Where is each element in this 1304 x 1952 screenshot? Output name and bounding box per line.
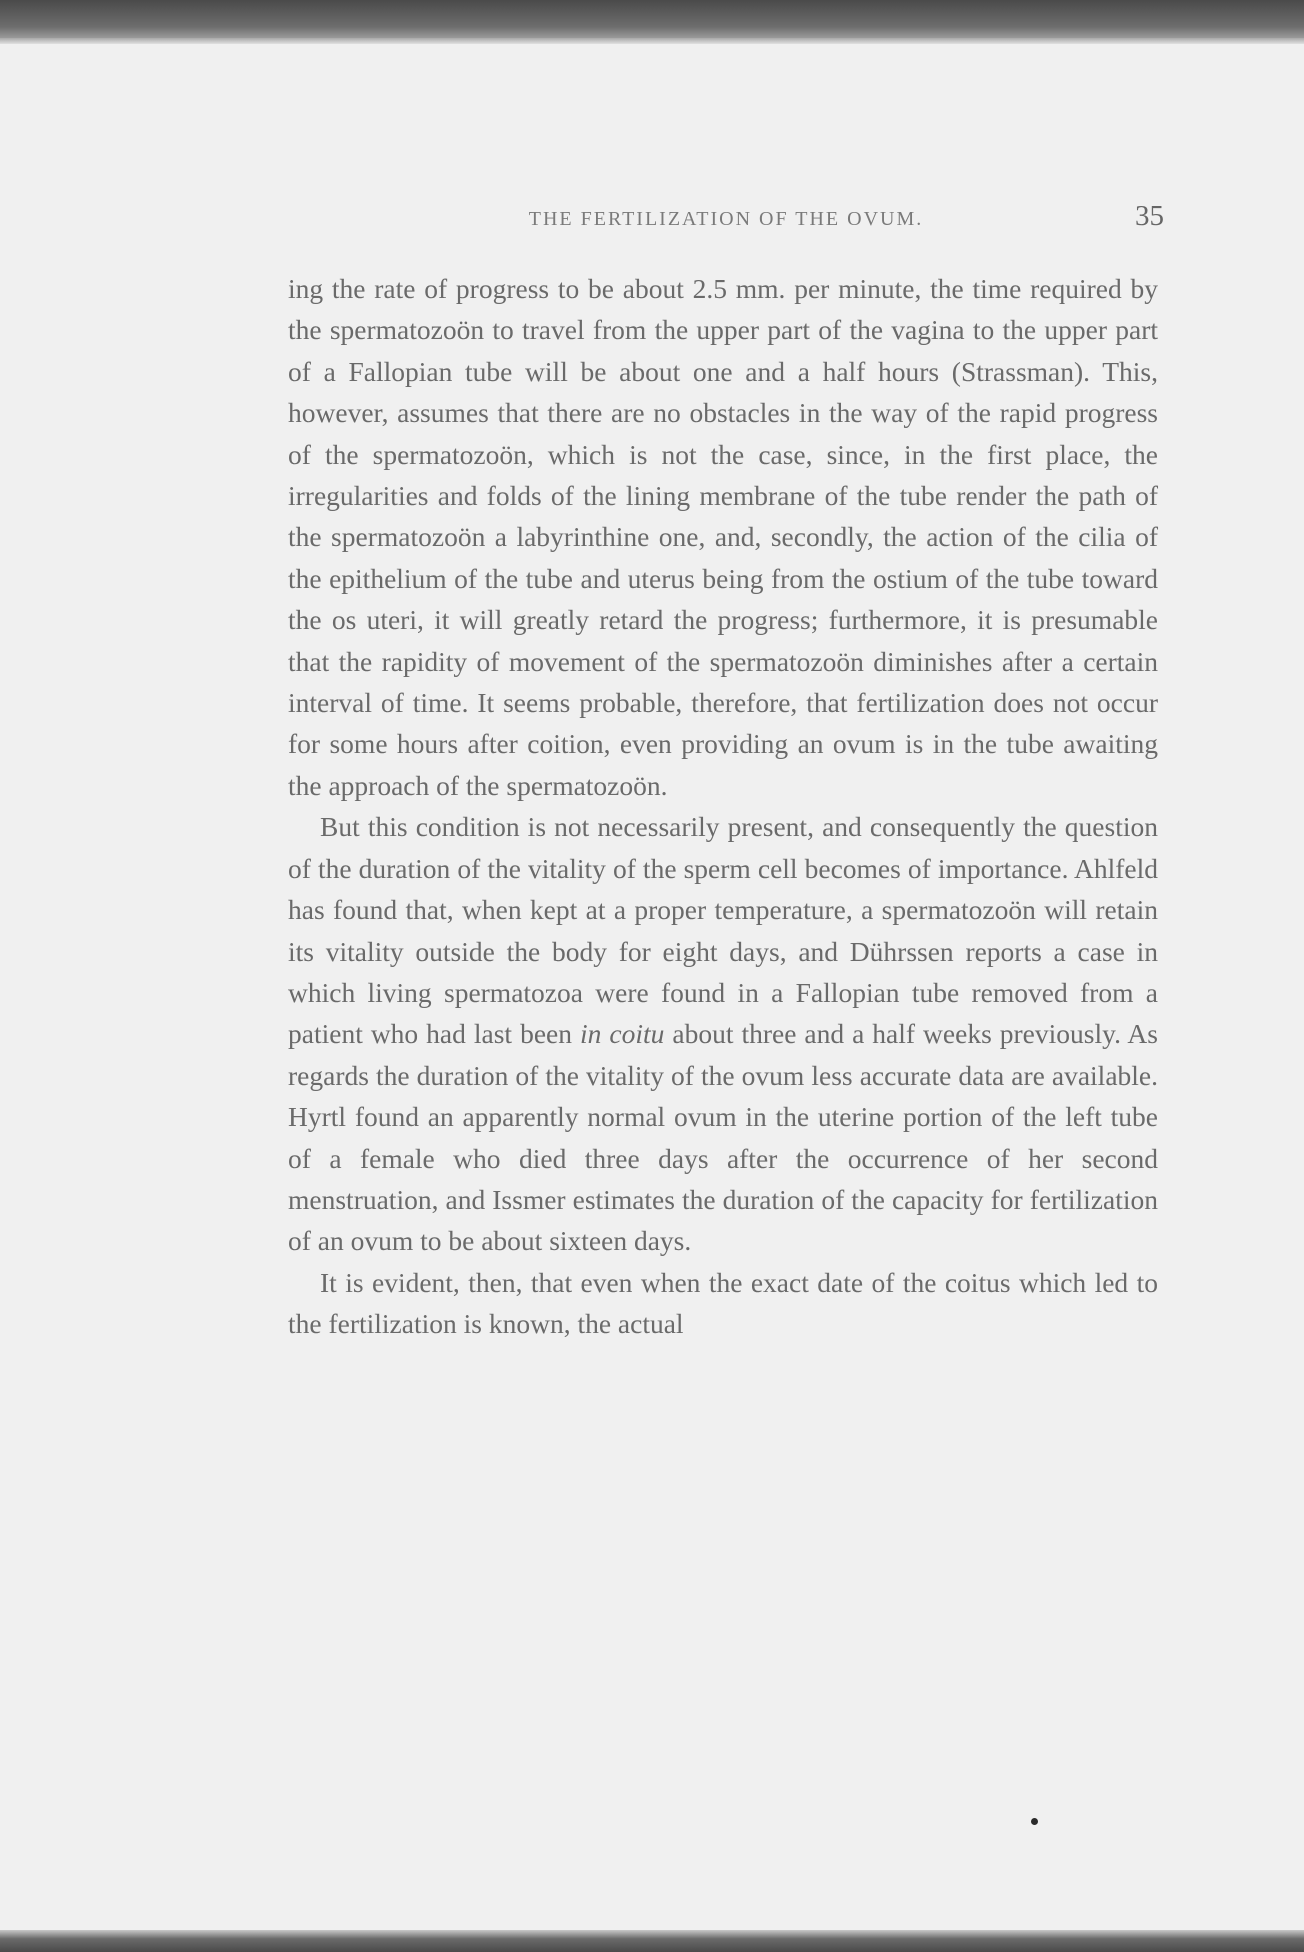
- running-head: [288, 200, 1164, 240]
- running-title: THE FERTILIZATION OF THE OVUM.: [528, 208, 924, 230]
- body-text: [288, 268, 1158, 1345]
- scan-bottom-border: [0, 1930, 1304, 1952]
- paragraph-2-text-end: about three and a half weeks previously. As regards the duration of the vitality of the ovum less accurate data are available. Hyrtl found an apparently normal ovum in the uterine portion of the left tube of a female who died three days after the occurrence of her second menstruation, and Issmer estimates the duration of the capacity for fertilization of an ovum to be about sixteen days.: [288, 1018, 1158, 1257]
- paragraph-3: It is evident, then, that even when the exact date of the coitus which led to the fertilization is known, the actual: [288, 1266, 1158, 1340]
- ink-speck: [1031, 1818, 1038, 1825]
- paragraph-2: [288, 806, 1158, 1261]
- page-number: 35: [1135, 200, 1164, 232]
- paragraph-2-text-start: But this condition is not necessarily present, and consequently the question of the duration of the vitality of the sperm cell becomes of importance. Ahlfeld has found that, when kept at a proper temperature, a spermatozoön will retain its vitality outside the body for eight days, and Dührssen reports a case in which living spermatozoa were found in a Fallopian tube removed from a patient who had last been: [288, 811, 1158, 1050]
- scan-top-border: [0, 0, 1304, 38]
- latin-phrase: in coitu: [579, 1018, 665, 1050]
- paragraph-1: ing the rate of progress to be about 2.5 mm. per minute, the time required by the spermatozoön to travel from the upper part of the vagina to the upper part of a Fallopian tube will be about one and a half hours (Strassman). This, however, assumes that there are no obstacles in the way of the rapid progress of the spermatozoön, which is not the case, since, in the first place, the irregularities and folds of the lining membrane of the tube render the path of the spermatozoön a labyrinthine one, and, secondly, the action of the cilia of the epithelium of the tube and uterus being from the ostium of the tube toward the os uteri, it will greatly retard the progress; furthermore, it is presumable that the rapidity of movement of the spermatozoön diminishes after a certain interval of time. It seems probable, therefore, that fertilization does not occur for some hours after coition, even providing an ovum is in the tube awaiting the approach of the spermatozoön.: [288, 273, 1158, 801]
